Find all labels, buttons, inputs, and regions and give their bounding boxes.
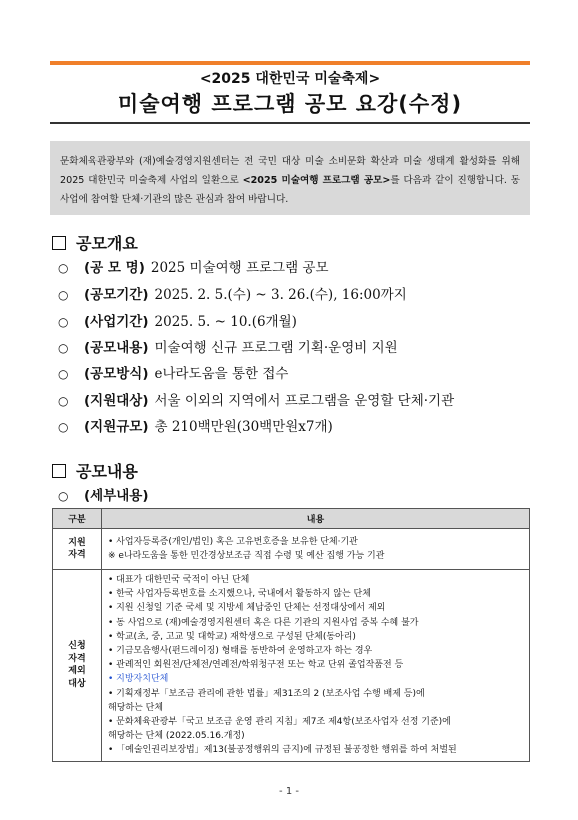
intro-highlight: <2025 미술여행 프로그램 공모> (242, 175, 391, 186)
overview-item (58, 256, 329, 276)
overview-item-key: (공 모 명) (84, 260, 145, 276)
overview-item-value: 총 210백만원(30백만원x7개) (154, 419, 333, 435)
title-top-rule (50, 61, 530, 65)
circle-bullet-icon: ○ (58, 341, 69, 355)
overview-item-value: 2025. 5. ~ 10.(6개월) (154, 314, 297, 330)
overview-item (58, 389, 454, 409)
table-line: • 대표가 대한민국 국적이 아닌 단체 (108, 575, 250, 585)
circle-bullet-icon: ○ (58, 261, 69, 275)
table-line: • 기금모음행사(펀드레이징) 형태를 동반하여 운영하고자 하는 경우 (108, 646, 373, 657)
category-line: 자격 (68, 550, 86, 560)
section-heading-overview (52, 231, 138, 254)
table-line: • 「예술인권리보장법」제13(불공정행위의 금지)에 규정된 불공정한 행위를 하여 처벌된 (108, 745, 457, 756)
circle-bullet-icon: ○ (58, 315, 69, 329)
document-title: 미술여행 프로그램 공모 요강(수정) (117, 92, 463, 116)
category-line: 지원 (68, 537, 86, 548)
circle-bullet-icon: ○ (58, 367, 69, 381)
circle-bullet-icon: ○ (58, 489, 69, 503)
table-line: 해당하는 단체 (108, 702, 164, 713)
table-line: • 지원 신청일 기준 국세 및 지방세 체납중인 단체는 선정대상에서 제외 (108, 603, 386, 614)
details-table (52, 508, 530, 762)
overview-item-key: (지원대상) (84, 393, 149, 409)
table-line: • 기획재정부「보조금 관리에 관한 법률」제31조의 2 (보조사업 수행 배제 등)에 (108, 688, 425, 699)
row-content (102, 529, 530, 570)
category-line: 대상 (68, 678, 86, 689)
page-number: - 1 - (279, 786, 299, 797)
table-line: • 관례적인 회원전/단체전/연례전/학위청구전 또는 학교 단위 졸업작품전 등 (108, 660, 404, 671)
row-category (53, 529, 102, 570)
overview-item-value: 미술여행 신규 프로그램 기획·운영비 지원 (154, 340, 398, 356)
square-bullet-icon (52, 464, 66, 478)
category-line: 신청 (68, 641, 86, 652)
overview-item (58, 310, 297, 330)
overview-item (58, 283, 407, 303)
overview-item-key: (지원규모) (84, 419, 149, 435)
table-header-category: 구분 (53, 509, 102, 529)
sub-heading-text: (세부내용) (84, 488, 149, 504)
circle-bullet-icon: ○ (58, 394, 69, 408)
table-line: • 한국 사업자등록번호를 소지했으나, 국내에서 활동하지 않는 단체 (108, 589, 371, 600)
table-line: 해당하는 단체 (2022.05.16.개정) (108, 731, 245, 742)
overview-item-key: (공모방식) (84, 366, 149, 382)
circle-bullet-icon: ○ (58, 420, 69, 434)
intro-text-2: 를 다음과 같이 진행합니다. 동 사업에 참여할 단체·기관의 많은 관심과 참여 바랍니다. (60, 175, 520, 205)
table-row (53, 570, 530, 762)
overview-item-value: 2025 미술여행 프로그램 공모 (150, 260, 329, 276)
section-heading-text: 공모내용 (76, 462, 138, 481)
overview-item-key: (공모기간) (84, 287, 149, 303)
document-subtitle: <2025 대한민국 미술축제> (199, 71, 381, 87)
table-line: • 문화체육관광부「국고 보조금 운영 관리 지침」제7조 제4항(보조사업자 선정 기준)에 (108, 717, 451, 728)
section-heading-content (52, 459, 138, 482)
row-category (53, 570, 102, 762)
title-bottom-rule (50, 122, 530, 124)
row-content (102, 570, 530, 762)
table-line: • 지방자치단체 (108, 674, 169, 685)
overview-item (58, 362, 288, 382)
overview-item-value: 서울 이외의 지역에서 프로그램을 운영할 단체·기관 (154, 393, 455, 409)
section-heading-text: 공모개요 (76, 234, 138, 253)
table-row (53, 529, 530, 570)
intro-text-1: 문화체육관광부와 (재)예술경영지원센터는 전 국민 대상 미술 소비문화 확산과 미술 생태계 활성화를 위해 2025 대한민국 미술축제 사업의 일환으로 (60, 156, 520, 186)
table-line: • 학교(초, 중, 고교 및 대학교) 재학생으로 구성된 단체(동아리) (108, 631, 356, 642)
overview-item-key: (공모내용) (84, 340, 149, 356)
overview-item-value: 2025. 2. 5.(수) ~ 3. 26.(수), 16:00까지 (154, 287, 407, 303)
overview-item (58, 336, 398, 356)
category-line: 자격 (68, 653, 86, 664)
table-line: • 동 사업으로 (재)예술경영지원센터 혹은 다른 기관의 지원사업 중복 수혜 불가 (108, 617, 419, 628)
table-line: ※ e나라도움을 통한 민간경상보조금 직접 수령 및 예산 집행 가능 기관 (108, 551, 385, 561)
table-header-row (53, 509, 530, 529)
category-line: 제외 (68, 666, 86, 677)
table-header-content: 내용 (102, 509, 530, 529)
overview-item (58, 415, 333, 435)
sub-heading-details (58, 484, 155, 504)
intro-box (50, 141, 530, 215)
circle-bullet-icon: ○ (58, 288, 69, 302)
square-bullet-icon (52, 236, 66, 250)
table-line: • 사업자등록증(개인/법인) 혹은 고유번호증을 보유한 단체·기관 (108, 536, 358, 547)
overview-item-value: e나라도움을 통한 접수 (154, 366, 289, 382)
overview-item-key: (사업기간) (84, 314, 149, 330)
